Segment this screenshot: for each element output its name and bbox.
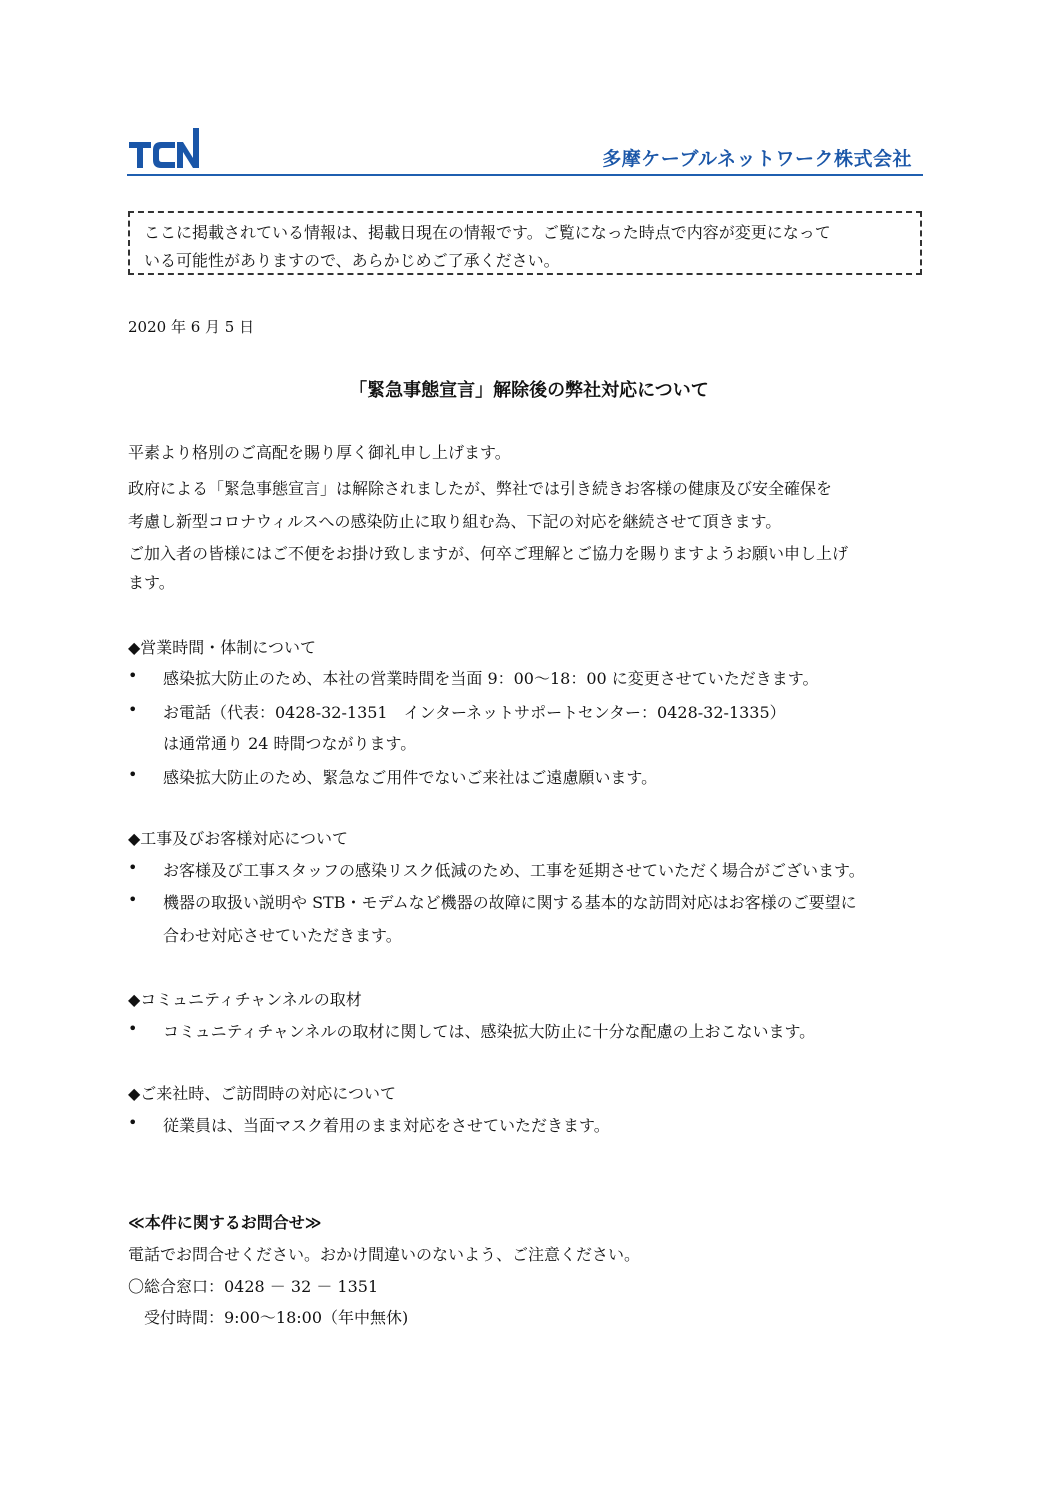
intro-line: 政府による「緊急事態宣言」は解除されましたが、弊社では引き続きお客様の健康及び安全確保を [128, 479, 833, 498]
list-item: 機器の取扱い説明や STB・モデムなど機器の故障に関する基本的な訪問対応はお客様のご要望に [163, 893, 857, 912]
bullet: • [128, 858, 138, 877]
company-name: 多摩ケーブルネットワーク株式会社 [602, 148, 912, 170]
list-item: お電話（代表：0428-32-1351 インターネットサポートセンター：0428-32-1335） [163, 703, 786, 722]
document-title: 「緊急事態宣言」解除後の弊社対応について [349, 380, 709, 401]
list-item: 感染拡大防止のため、緊急なご用件でないご来社はご遠慮願います。 [163, 768, 658, 787]
intro-line: 考慮し新型コロナウィルスへの感染防止に取り組む為、下記の対応を継続させて頂きます。 [128, 512, 782, 531]
contact-line: 電話でお問合せください。おかけ間違いのないよう、ご注意ください。 [128, 1245, 641, 1264]
disclaimer-line: いる可能性がありますので、あらかじめご了承ください。 [144, 251, 560, 270]
bullet: • [128, 1113, 138, 1132]
list-item-continued: は通常通り 24 時間つながります。 [163, 734, 417, 753]
bullet: • [128, 700, 138, 719]
list-item: コミュニティチャンネルの取材に関しては、感染拡大防止に十分な配慮の上おこないます。 [163, 1022, 816, 1041]
disclaimer-box [128, 211, 922, 275]
section-heading-business-hours: ◆営業時間・体制について [128, 638, 316, 657]
section-heading-construction: ◆工事及びお客様対応について [128, 829, 348, 848]
intro-line: 平素より格別のご高配を賜り厚く御礼申し上げます。 [128, 443, 511, 462]
contact-phone: 〇総合窓口：0428 － 32 － 1351 [128, 1277, 379, 1296]
bullet: • [128, 1019, 138, 1038]
list-item: 従業員は、当面マスク着用のまま対応をさせていただきます。 [163, 1116, 610, 1135]
intro-line: ご加入者の皆様にはご不便をお掛け致しますが、何卒ご理解とご協力を賜りますようお願い申し上げ [128, 544, 849, 563]
list-item-continued: 合わせ対応させていただきます。 [163, 926, 402, 945]
section-heading-visits: ◆ご来社時、ご訪問時の対応について [128, 1084, 396, 1103]
bullet: • [128, 765, 138, 784]
header-divider [127, 174, 923, 176]
disclaimer-line: ここに掲載されている情報は、掲載日現在の情報です。ご覧になった時点で内容が変更になって [144, 223, 831, 242]
intro-line: ます。 [128, 573, 175, 592]
list-item: 感染拡大防止のため、本社の営業時間を当面 9：00～18：00 に変更させていただきます。 [163, 669, 819, 688]
section-heading-community-channel: ◆コミュニティチャンネルの取材 [128, 990, 362, 1009]
list-item: お客様及び工事スタッフの感染リスク低減のため、工事を延期させていただく場合がございます。 [163, 861, 865, 880]
document-date: 2020 年 6 月 5 日 [128, 318, 255, 336]
bullet: • [128, 890, 138, 909]
tcn-logo [129, 128, 203, 168]
contact-heading: ≪本件に関するお問合せ≫ [128, 1213, 322, 1232]
bullet: • [128, 666, 138, 685]
contact-hours: 受付時間：9:00～18:00（年中無休) [128, 1308, 409, 1327]
